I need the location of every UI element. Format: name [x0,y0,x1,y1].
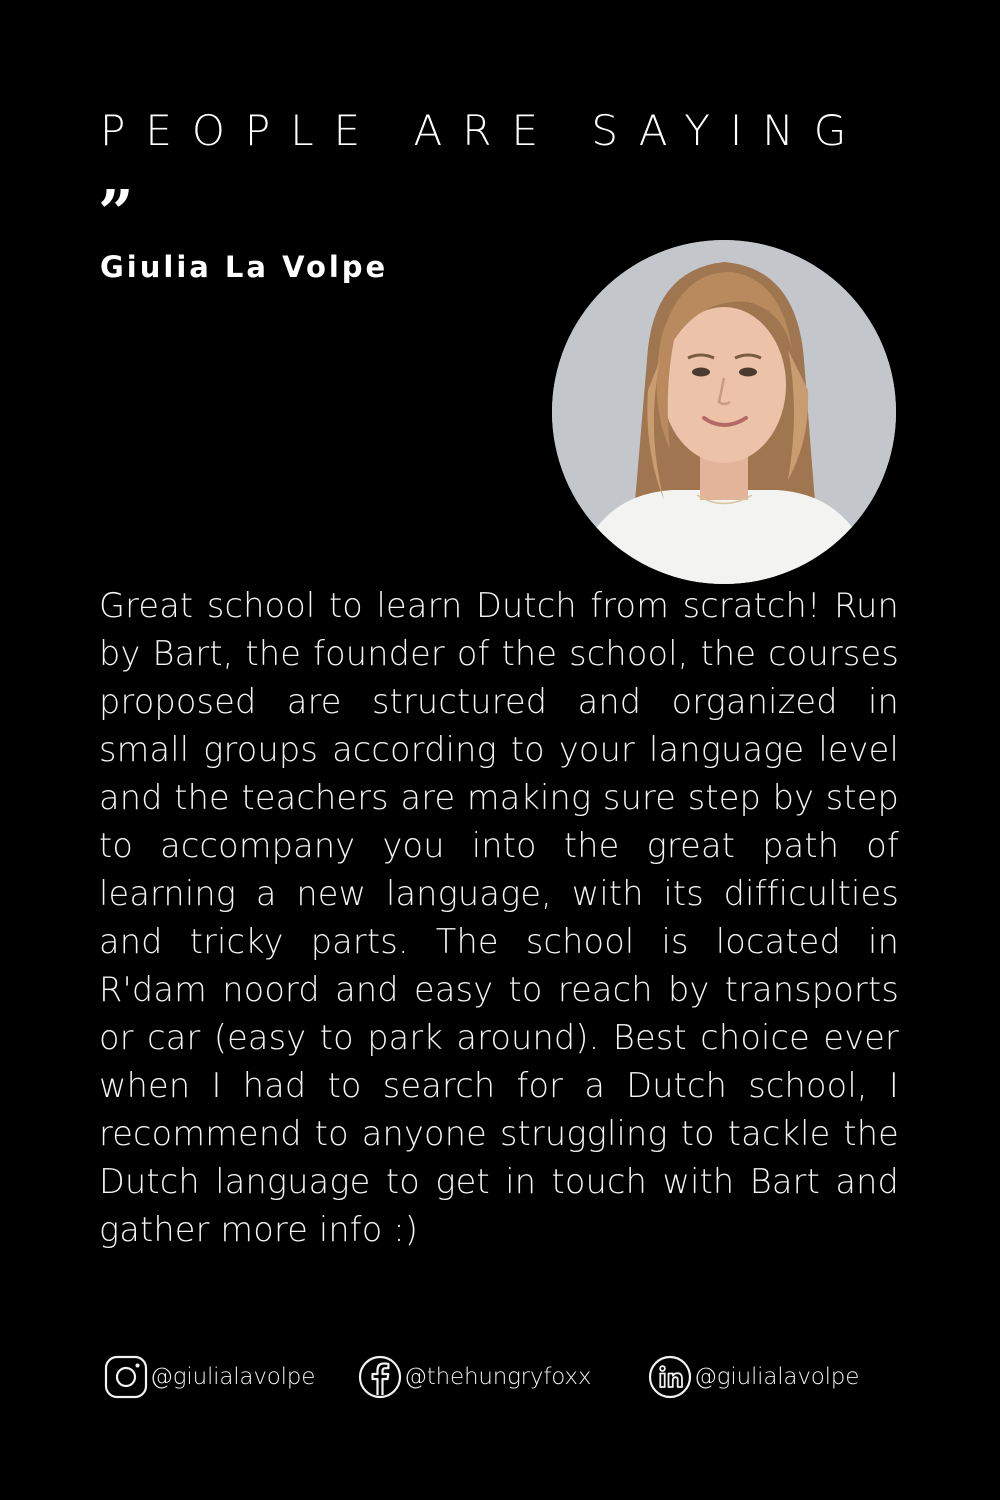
quote-mark-icon: ” [98,182,134,222]
author-name: Giulia La Volpe [100,250,389,284]
section-heading: PEOPLE ARE SAYING [100,106,867,155]
facebook-link[interactable] [358,1354,591,1400]
linkedin-handle: @giulialavolpe [694,1364,860,1390]
facebook-icon [358,1355,402,1399]
social-links [104,1354,904,1400]
instagram-handle: @giulialavolpe [150,1364,316,1390]
linkedin-icon [648,1355,692,1399]
instagram-icon [104,1355,148,1399]
author-photo-illustration [552,240,896,584]
linkedin-link[interactable] [648,1354,859,1400]
facebook-handle: @thehungryfoxx [404,1364,592,1390]
instagram-link[interactable] [104,1354,315,1400]
author-photo [552,240,896,584]
testimonial-text: Great school to learn Dutch from scratch! Run by Bart, the founder of the school, the courses proposed are structured and organized in small groups according to your language level and the teachers are making sure step by step to accompany you into the great path of learning a new language, with its difficulties and tricky parts. The school is located in R'dam noord and easy to reach by transports or car (easy to park around). Best choice ever when I had to search for a Dutch school, I recommend to anyone struggling to tackle the Dutch language to get in touch with Bart and gather more info :) [99,586,899,1249]
